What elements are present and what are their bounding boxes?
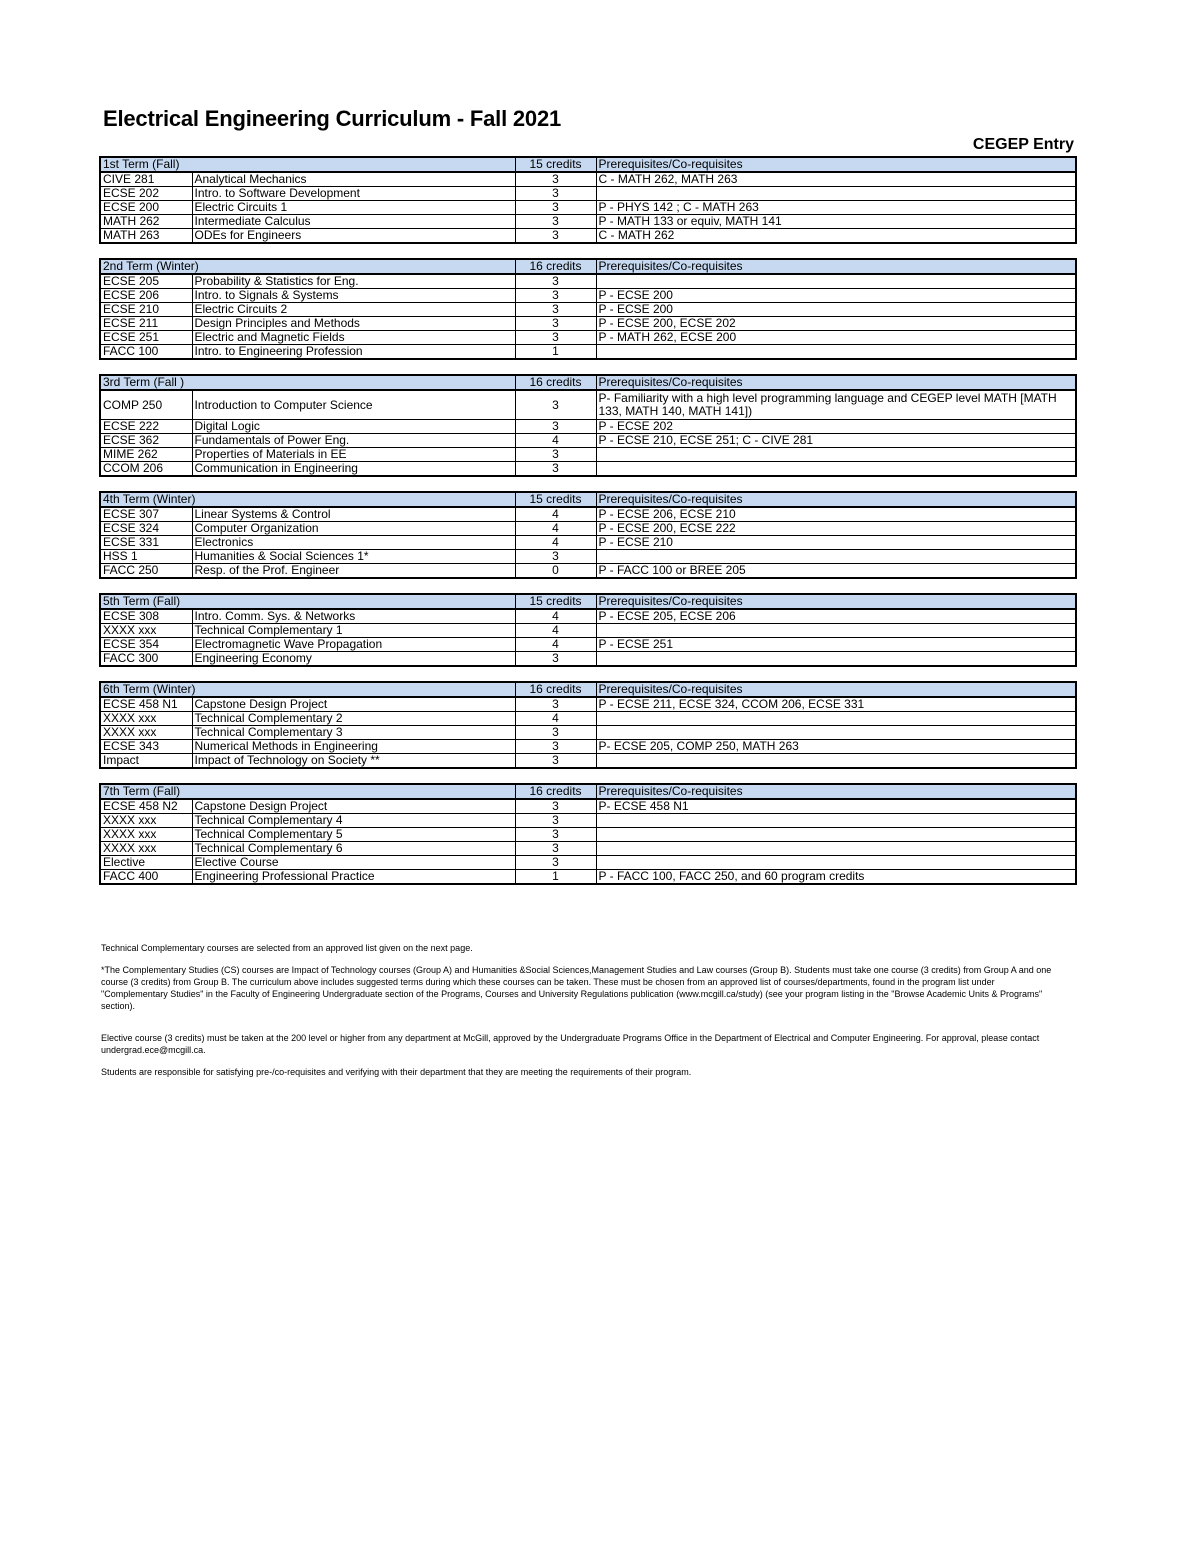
course-row: [100, 638, 1076, 652]
course-title: Humanities & Social Sciences 1*: [192, 550, 515, 564]
course-prereq: [596, 754, 1076, 769]
course-prereq: P- ECSE 458 N1: [596, 799, 1076, 814]
course-row: [100, 522, 1076, 536]
course-prereq: P - ECSE 200: [596, 289, 1076, 303]
course-credits: 4: [515, 507, 596, 522]
course-prereq: [596, 274, 1076, 289]
course-title: Impact of Technology on Society **: [192, 754, 515, 769]
course-credits: 3: [515, 726, 596, 740]
course-code: XXXX xxx: [100, 814, 192, 828]
course-row: [100, 274, 1076, 289]
course-title: Intro. Comm. Sys. & Networks: [192, 609, 515, 624]
prereq-header: Prerequisites/Co-requisites: [596, 157, 1076, 172]
entry-label: CEGEP Entry: [972, 136, 1074, 153]
course-credits: 3: [515, 303, 596, 317]
course-title: Intro. to Software Development: [192, 187, 515, 201]
course-prereq: P- ECSE 205, COMP 250, MATH 263: [596, 740, 1076, 754]
course-title: Probability & Statistics for Eng.: [192, 274, 515, 289]
prereq-header: Prerequisites/Co-requisites: [596, 784, 1076, 799]
course-row: [100, 740, 1076, 754]
course-code: MATH 262: [100, 215, 192, 229]
term-name: 4th Term (Winter): [100, 492, 515, 507]
prereq-header: Prerequisites/Co-requisites: [596, 682, 1076, 697]
course-title: Communication in Engineering: [192, 462, 515, 477]
course-title: Intro. to Signals & Systems: [192, 289, 515, 303]
course-credits: 3: [515, 420, 596, 434]
course-credits: 3: [515, 697, 596, 712]
term-header-row: [100, 157, 1076, 172]
course-title: Analytical Mechanics: [192, 172, 515, 187]
term-header-row: [100, 784, 1076, 799]
course-row: [100, 550, 1076, 564]
prereq-header: Prerequisites/Co-requisites: [596, 259, 1076, 274]
term-name: 7th Term (Fall): [100, 784, 515, 799]
course-prereq: [596, 856, 1076, 870]
course-prereq: P - ECSE 251: [596, 638, 1076, 652]
course-prereq: [596, 652, 1076, 667]
course-credits: 3: [515, 390, 596, 420]
course-credits: 3: [515, 317, 596, 331]
course-credits: 3: [515, 842, 596, 856]
course-row: [100, 799, 1076, 814]
course-prereq: P - ECSE 210, ECSE 251; C - CIVE 281: [596, 434, 1076, 448]
course-title: Capstone Design Project: [192, 697, 515, 712]
course-credits: 3: [515, 652, 596, 667]
course-title: Design Principles and Methods: [192, 317, 515, 331]
course-code: ECSE 354: [100, 638, 192, 652]
course-prereq: P - ECSE 202: [596, 420, 1076, 434]
course-title: Capstone Design Project: [192, 799, 515, 814]
term-table: [99, 681, 1077, 769]
term-header-row: [100, 492, 1076, 507]
course-title: Numerical Methods in Engineering: [192, 740, 515, 754]
course-prereq: [596, 828, 1076, 842]
course-credits: 3: [515, 274, 596, 289]
course-prereq: P - PHYS 142 ; C - MATH 263: [596, 201, 1076, 215]
term-name: 2nd Term (Winter): [100, 259, 515, 274]
course-row: [100, 448, 1076, 462]
course-credits: 3: [515, 814, 596, 828]
course-prereq: P- Familiarity with a high level programming language and CEGEP level MATH [MATH 133, MATH 140, MATH 141]): [596, 390, 1076, 420]
course-code: FACC 400: [100, 870, 192, 885]
term-credits: 16 credits: [515, 682, 596, 697]
course-prereq: [596, 726, 1076, 740]
term-table: [99, 783, 1077, 885]
course-prereq: P - ECSE 200: [596, 303, 1076, 317]
course-code: Impact: [100, 754, 192, 769]
course-credits: 4: [515, 609, 596, 624]
course-title: Electromagnetic Wave Propagation: [192, 638, 515, 652]
course-title: Introduction to Computer Science: [192, 390, 515, 420]
course-row: [100, 172, 1076, 187]
course-credits: 4: [515, 712, 596, 726]
course-code: COMP 250: [100, 390, 192, 420]
course-code: XXXX xxx: [100, 842, 192, 856]
course-title: Intro. to Engineering Profession: [192, 345, 515, 360]
course-prereq: P - ECSE 205, ECSE 206: [596, 609, 1076, 624]
course-title: Electric Circuits 1: [192, 201, 515, 215]
course-prereq: P - MATH 133 or equiv, MATH 141: [596, 215, 1076, 229]
course-title: Properties of Materials in EE: [192, 448, 515, 462]
course-title: Technical Complementary 4: [192, 814, 515, 828]
course-row: [100, 187, 1076, 201]
course-code: ECSE 343: [100, 740, 192, 754]
course-row: [100, 462, 1076, 477]
course-title: Elective Course: [192, 856, 515, 870]
course-code: ECSE 458 N1: [100, 697, 192, 712]
course-row: [100, 814, 1076, 828]
course-row: [100, 624, 1076, 638]
course-title: Engineering Economy: [192, 652, 515, 667]
course-row: [100, 856, 1076, 870]
course-code: ECSE 308: [100, 609, 192, 624]
course-code: XXXX xxx: [100, 712, 192, 726]
course-credits: 3: [515, 828, 596, 842]
course-credits: 3: [515, 448, 596, 462]
course-row: [100, 726, 1076, 740]
course-credits: 3: [515, 187, 596, 201]
course-code: ECSE 331: [100, 536, 192, 550]
course-credits: 3: [515, 799, 596, 814]
course-credits: 3: [515, 462, 596, 477]
course-title: Electric Circuits 2: [192, 303, 515, 317]
course-prereq: [596, 462, 1076, 477]
term-header-row: [100, 594, 1076, 609]
course-row: [100, 870, 1076, 885]
course-prereq: P - FACC 100, FACC 250, and 60 program credits: [596, 870, 1076, 885]
course-row: [100, 536, 1076, 550]
course-row: [100, 842, 1076, 856]
course-code: HSS 1: [100, 550, 192, 564]
prereq-header: Prerequisites/Co-requisites: [596, 375, 1076, 390]
course-row: [100, 317, 1076, 331]
course-credits: 4: [515, 624, 596, 638]
course-row: [100, 303, 1076, 317]
term-name: 3rd Term (Fall ): [100, 375, 515, 390]
course-code: ECSE 307: [100, 507, 192, 522]
term-credits: 16 credits: [515, 784, 596, 799]
term-credits: 16 credits: [515, 259, 596, 274]
course-prereq: P - ECSE 200, ECSE 222: [596, 522, 1076, 536]
term-credits: 15 credits: [515, 594, 596, 609]
course-code: XXXX xxx: [100, 828, 192, 842]
course-row: [100, 828, 1076, 842]
course-credits: 4: [515, 434, 596, 448]
prereq-header: Prerequisites/Co-requisites: [596, 492, 1076, 507]
course-credits: 0: [515, 564, 596, 579]
course-code: MATH 263: [100, 229, 192, 244]
course-code: XXXX xxx: [100, 726, 192, 740]
course-prereq: P - ECSE 200, ECSE 202: [596, 317, 1076, 331]
term-credits: 15 credits: [515, 492, 596, 507]
course-prereq: [596, 187, 1076, 201]
course-row: [100, 434, 1076, 448]
course-credits: 3: [515, 754, 596, 769]
course-credits: 3: [515, 331, 596, 345]
course-title: Linear Systems & Control: [192, 507, 515, 522]
note-responsibility: Students are responsible for satisfying pre-/co-requisites and verifying with their department that they are meeting the requirements of their program.: [101, 1067, 692, 1077]
course-title: Intermediate Calculus: [192, 215, 515, 229]
term-table: [99, 491, 1077, 579]
term-name: 5th Term (Fall): [100, 594, 515, 609]
course-row: [100, 331, 1076, 345]
course-code: CIVE 281: [100, 172, 192, 187]
course-title: Engineering Professional Practice: [192, 870, 515, 885]
term-table: [99, 593, 1077, 667]
course-prereq: [596, 448, 1076, 462]
course-row: [100, 390, 1076, 420]
course-credits: 3: [515, 289, 596, 303]
note-complementary-studies: *The Complementary Studies (CS) courses are Impact of Technology courses (Group A) and Humanities &Social Sciences,Management Studies and Law courses (Group B). Students must take one course (3 credits) from Group A and one course (3 credits) from Group B. The curriculum above includes suggested terms during which these courses can be taken. These must be chosen from an approved list of courses/departments, found in the program list under "Complementary Studies" in the Faculty of Engineering Undergraduate section of the Programs, Courses and University Regulations publication (www.mcgill.ca/study) (see your program listing in the "Browse Academic Units & Programs" section).: [101, 965, 1052, 1011]
term-name: 1st Term (Fall): [100, 157, 515, 172]
term-header-row: [100, 259, 1076, 274]
course-code: ECSE 205: [100, 274, 192, 289]
course-code: ECSE 222: [100, 420, 192, 434]
course-row: [100, 507, 1076, 522]
term-credits: 15 credits: [515, 157, 596, 172]
course-code: FACC 250: [100, 564, 192, 579]
course-prereq: C - MATH 262, MATH 263: [596, 172, 1076, 187]
course-code: FACC 100: [100, 345, 192, 360]
course-title: Technical Complementary 3: [192, 726, 515, 740]
page-title: Electrical Engineering Curriculum - Fall 2021: [103, 106, 562, 131]
course-prereq: [596, 842, 1076, 856]
course-row: [100, 712, 1076, 726]
course-title: ODEs for Engineers: [192, 229, 515, 244]
course-prereq: P - MATH 262, ECSE 200: [596, 331, 1076, 345]
course-title: Electronics: [192, 536, 515, 550]
course-code: ECSE 251: [100, 331, 192, 345]
course-row: [100, 609, 1076, 624]
course-code: ECSE 458 N2: [100, 799, 192, 814]
course-prereq: [596, 814, 1076, 828]
course-row: [100, 697, 1076, 712]
course-code: ECSE 206: [100, 289, 192, 303]
course-title: Technical Complementary 2: [192, 712, 515, 726]
course-row: [100, 215, 1076, 229]
course-title: Technical Complementary 5: [192, 828, 515, 842]
term-credits: 16 credits: [515, 375, 596, 390]
note-elective: Elective course (3 credits) must be taken at the 200 level or higher from any department at McGill, approved by the Undergraduate Programs Office in the Department of Electrical and Computer Engineering. For approval, please contact undergrad.ece@mcgill.ca.: [101, 1033, 1040, 1055]
prereq-header: Prerequisites/Co-requisites: [596, 594, 1076, 609]
course-prereq: [596, 712, 1076, 726]
course-credits: 3: [515, 201, 596, 215]
course-code: ECSE 362: [100, 434, 192, 448]
course-prereq: C - MATH 262: [596, 229, 1076, 244]
course-prereq: P - FACC 100 or BREE 205: [596, 564, 1076, 579]
course-code: XXXX xxx: [100, 624, 192, 638]
course-credits: 4: [515, 536, 596, 550]
course-credits: 3: [515, 550, 596, 564]
course-row: [100, 345, 1076, 360]
course-row: [100, 201, 1076, 215]
course-code: Elective: [100, 856, 192, 870]
course-code: MIME 262: [100, 448, 192, 462]
course-code: FACC 300: [100, 652, 192, 667]
course-credits: 3: [515, 172, 596, 187]
course-credits: 3: [515, 215, 596, 229]
term-name: 6th Term (Winter): [100, 682, 515, 697]
course-title: Computer Organization: [192, 522, 515, 536]
course-credits: 1: [515, 345, 596, 360]
course-title: Digital Logic: [192, 420, 515, 434]
course-row: [100, 564, 1076, 579]
course-credits: 1: [515, 870, 596, 885]
course-credits: 4: [515, 522, 596, 536]
course-code: CCOM 206: [100, 462, 192, 477]
course-credits: 3: [515, 740, 596, 754]
course-title: Resp. of the Prof. Engineer: [192, 564, 515, 579]
course-prereq: P - ECSE 211, ECSE 324, CCOM 206, ECSE 331: [596, 697, 1076, 712]
course-title: Technical Complementary 6: [192, 842, 515, 856]
course-code: ECSE 200: [100, 201, 192, 215]
course-title: Fundamentals of Power Eng.: [192, 434, 515, 448]
course-code: ECSE 210: [100, 303, 192, 317]
term-header-row: [100, 682, 1076, 697]
course-credits: 3: [515, 229, 596, 244]
course-prereq: [596, 624, 1076, 638]
course-credits: 3: [515, 856, 596, 870]
notes-section: [101, 942, 1061, 1088]
term-table: [99, 374, 1077, 477]
terms-container: [99, 156, 1077, 899]
course-prereq: [596, 550, 1076, 564]
course-code: ECSE 324: [100, 522, 192, 536]
course-title: Technical Complementary 1: [192, 624, 515, 638]
course-credits: 4: [515, 638, 596, 652]
note-technical-complementary: Technical Complementary courses are selected from an approved list given on the next page.: [101, 943, 473, 953]
course-code: ECSE 202: [100, 187, 192, 201]
course-row: [100, 754, 1076, 769]
term-table: [99, 156, 1077, 244]
course-title: Electric and Magnetic Fields: [192, 331, 515, 345]
term-header-row: [100, 375, 1076, 390]
course-prereq: P - ECSE 206, ECSE 210: [596, 507, 1076, 522]
course-row: [100, 289, 1076, 303]
course-code: ECSE 211: [100, 317, 192, 331]
course-row: [100, 420, 1076, 434]
course-row: [100, 652, 1076, 667]
course-row: [100, 229, 1076, 244]
course-prereq: P - ECSE 210: [596, 536, 1076, 550]
course-prereq: [596, 345, 1076, 360]
term-table: [99, 258, 1077, 360]
